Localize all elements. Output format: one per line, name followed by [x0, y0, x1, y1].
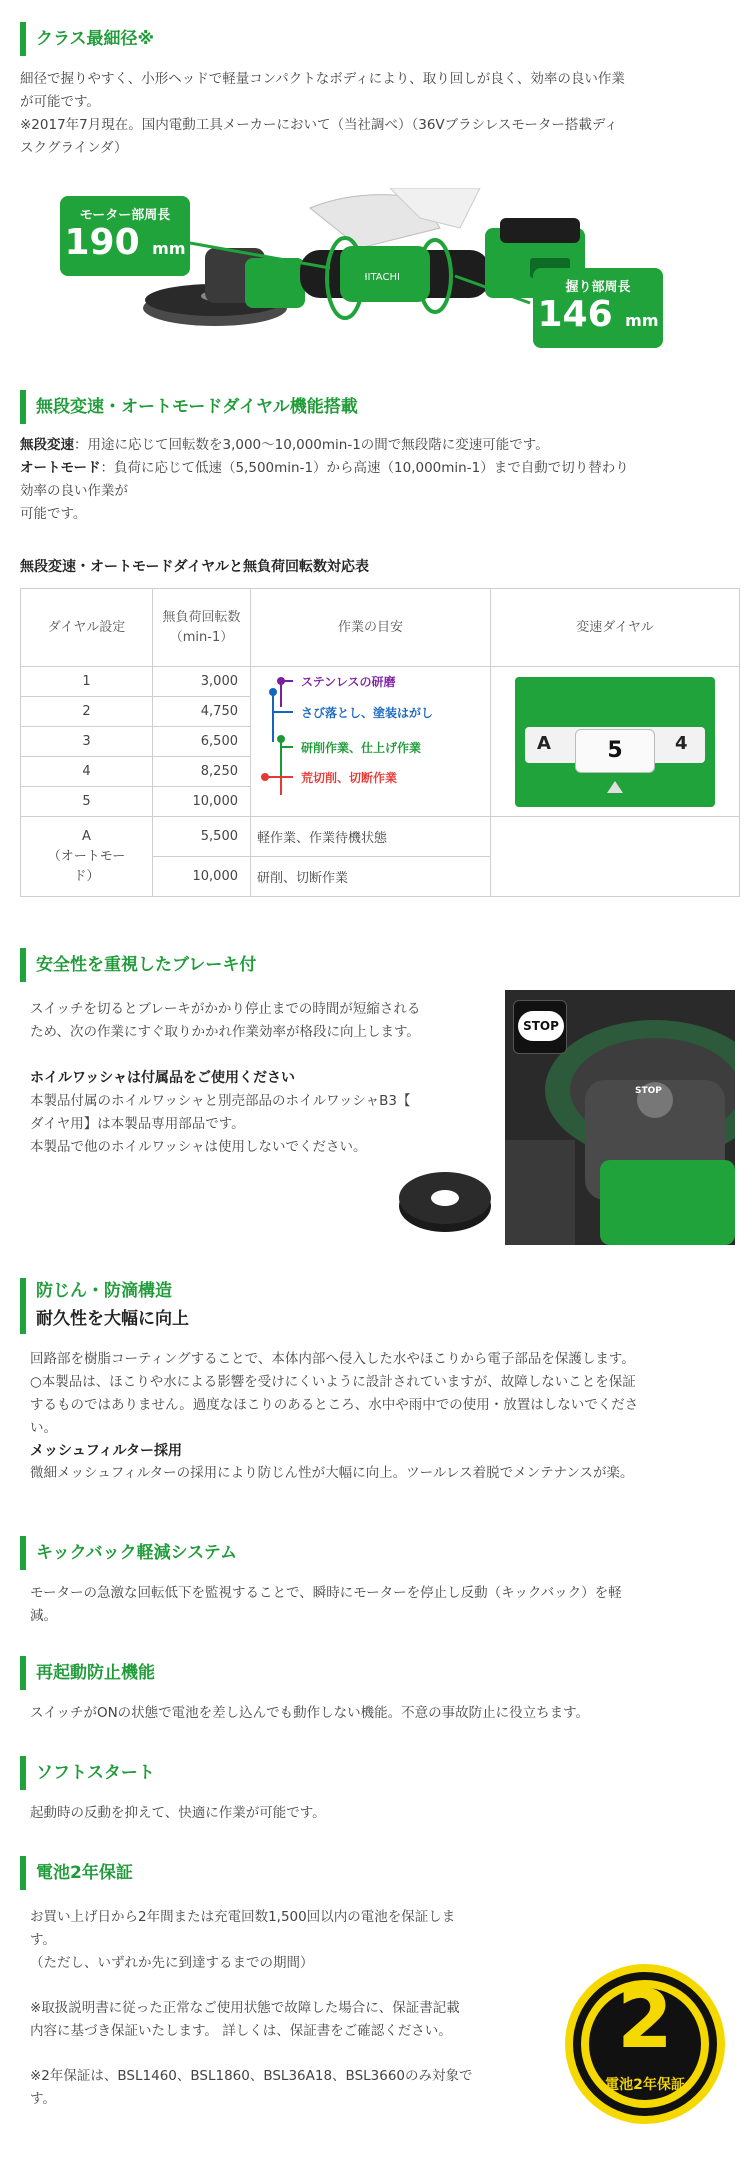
work-cell: 軽作業、作業待機状態	[251, 817, 491, 857]
body-text: スイッチを切るとブレーキがかかり停止までの時間が短縮される	[30, 1001, 421, 1017]
body-text: ：負荷に応じて低速（5,500min-1）から高速（10,000min-1）まで自動で切り替わり	[100, 460, 629, 476]
body-text: 細径で握りやすく、小形ヘッドで軽量コンパクトなボディにより、取り回しが良く、効率の良い作業	[20, 71, 625, 87]
rpm-cell: 10,000	[153, 787, 251, 817]
rpm-cell: 3,000	[153, 667, 251, 697]
body-text: す。	[30, 2091, 56, 2107]
label-bold: オートモード	[20, 460, 101, 476]
stop-icon	[513, 1000, 567, 1054]
section-dustproof	[20, 1278, 735, 1485]
work-cell: 研削、切断作業	[251, 857, 491, 897]
header-rpm: 無負荷回転数 （min-1）	[153, 589, 251, 667]
body-text: ：用途に応じて回転数を3,000～10,000min-1の間で無段階に変速可能です。	[74, 437, 549, 453]
body-text: 起動時の反動を抑えて、快適に作業が可能です。	[30, 1805, 326, 1821]
section-heading: 無段変速・オートモードダイヤル機能搭載	[20, 390, 735, 424]
rpm-table-wrapper	[20, 588, 740, 897]
warranty-badge-text: 電池2年保証	[605, 2077, 685, 2093]
warranty-badge	[563, 1962, 727, 2126]
body-text: 本製品で他のホイルワッシャは使用しないでください。	[30, 1139, 367, 1155]
auto-dial-cell: A （オートモー ド）	[21, 817, 153, 897]
body-text: ○本製品は、ほこりや水による影響を受けにくいように設計されていますが、故障しないことを保証	[30, 1374, 636, 1390]
section-restart-prevent	[20, 1656, 735, 1725]
body-text: するものではありません。過度なほこりのあるところ、水中や雨中での使用・放置はしないでくださ	[30, 1397, 639, 1413]
section-heading: ソフトスタート	[20, 1756, 735, 1790]
body-text: が可能です。	[20, 94, 100, 110]
grip-unit: mm	[625, 311, 659, 330]
section-battery-warranty	[20, 1856, 735, 1890]
section-heading: 安全性を重視したブレーキ付	[20, 948, 735, 982]
work-item-stainless: ステンレスの研磨	[301, 675, 396, 689]
rpm-cell: 6,500	[153, 727, 251, 757]
work-item-rust: さび落とし、塗装はがし	[301, 706, 434, 720]
grinder-illustration	[60, 188, 700, 358]
grip-value: 146	[537, 294, 613, 335]
body-text: ※2年保証は、BSL1460、BSL1860、BSL36A18、BSL3660のみ対象で	[30, 2068, 473, 2084]
section-soft-start	[20, 1756, 735, 1825]
section-heading: 防じん・防滴構造	[36, 1281, 172, 1301]
motor-label: モーター部周長	[79, 208, 171, 223]
dial-5-glyph: 5	[575, 729, 655, 773]
stop-emblem: STOP	[635, 1086, 662, 1096]
tool-brand-text: HITACHI	[360, 272, 400, 283]
header-dial-image: 変速ダイヤル	[491, 589, 740, 667]
brake-text	[30, 998, 490, 1159]
motor-unit: mm	[152, 239, 186, 258]
label-bold: 無段変速	[20, 437, 74, 453]
dial-cell: 4	[21, 757, 153, 787]
dial-image-cell	[491, 667, 740, 817]
body-text: 内容に基づき保証いたします。 詳しくは、保証書をご確認ください。	[30, 2023, 452, 2039]
dial-cell: 5	[21, 787, 153, 817]
motor-circumference-label	[60, 196, 190, 276]
rpm-cell: 5,500	[153, 817, 251, 857]
body-text: 減。	[30, 1608, 57, 1624]
body-text: ため、次の作業にすぐ取りかかれ作業効率が格段に向上します。	[30, 1024, 420, 1040]
wheel-washer-graphic	[395, 1158, 495, 1238]
body-text: い。	[30, 1420, 57, 1436]
work-diagram-cell	[251, 667, 491, 817]
table-title-text: 無段変速・オートモードダイヤルと無負荷回転数対応表	[20, 559, 370, 575]
rpm-cell: 4,750	[153, 697, 251, 727]
stop-icon-label: STOP	[518, 1011, 564, 1041]
dial-image	[515, 677, 715, 807]
note-text: スクグラインダ）	[20, 140, 128, 156]
section-thin-body	[20, 22, 735, 160]
dial-cell: 2	[21, 697, 153, 727]
brake-photo	[505, 990, 735, 1245]
body-text: 可能です。	[20, 506, 87, 522]
motor-value: 190	[64, 222, 140, 263]
body-text: （ただし、いずれか先に到達するまでの期間）	[30, 1955, 314, 1971]
work-item-grinding: 研削作業、仕上げ作業	[301, 741, 422, 755]
rpm-cell: 10,000	[153, 857, 251, 897]
body-text: スイッチがONの状態で電池を差し込んでも動作しない機能。不意の事故防止に役立ちます。	[30, 1705, 590, 1721]
wheel-washer-image	[395, 1158, 495, 1238]
sub-heading: ホイルワッシャは付属品をご使用ください	[30, 1070, 296, 1086]
section-speed-dial	[20, 390, 735, 526]
header-work: 作業の目安	[251, 589, 491, 667]
work-item-cutting: 荒切削、切断作業	[301, 771, 398, 785]
body-text: ダイヤ用】は本製品専用部品です。	[30, 1116, 245, 1132]
grip-circumference-label	[533, 268, 663, 348]
body-text: す。	[30, 1932, 56, 1948]
body-text: モーターの急激な回転低下を監視することで、瞬時にモーターを停止し反動（キックバック）を軽	[30, 1585, 622, 1601]
body-text: ※取扱説明書に従った正常なご使用状態で故障した場合に、保証書記載	[30, 2000, 460, 2016]
section-heading: 電池2年保証	[20, 1856, 735, 1890]
body-text: 効率の良い作業が	[20, 483, 128, 499]
section-heading: キックバック軽減システム	[20, 1536, 735, 1570]
empty-cell	[491, 817, 740, 897]
body-text: 本製品付属のホイルワッシャと別売部品のホイルワッシャB3【	[30, 1093, 411, 1109]
table-title	[20, 556, 740, 576]
warranty-badge-number: 2	[617, 1973, 673, 2066]
section-subheading: 耐久性を大幅に向上	[36, 1309, 189, 1329]
body-text: 微細メッシュフィルターの採用により防じん性が大幅に向上。ツールレス着脱でメンテナンスが楽。	[30, 1465, 634, 1481]
sub-heading: メッシュフィルター採用	[30, 1443, 183, 1459]
dial-4-glyph: 4	[675, 732, 688, 754]
note-text: ※2017年7月現在。国内電動工具メーカーにおいて（当社調べ）（36Vブラシレスモーター搭載ディ	[20, 117, 618, 133]
section-heading: クラス最細径※	[20, 22, 735, 56]
section-brake	[20, 948, 735, 982]
dial-cell: 3	[21, 727, 153, 757]
dial-a-glyph: A	[537, 732, 551, 754]
grip-label: 握り部周長	[565, 280, 631, 295]
rpm-table	[20, 588, 740, 897]
body-text: お買い上げ日から2年間または充電回数1,500回以内の電池を保証しま	[30, 1909, 456, 1925]
rpm-cell: 8,250	[153, 757, 251, 787]
header-dial: ダイヤル設定	[21, 589, 153, 667]
section-kickback	[20, 1536, 735, 1628]
warranty-text	[30, 1906, 550, 2111]
section-heading: 再起動防止機能	[20, 1656, 735, 1690]
body-text: 回路部を樹脂コーティングすることで、本体内部へ侵入した水やほこりから電子部品を保護します。	[30, 1351, 635, 1367]
dial-cell: 1	[21, 667, 153, 697]
